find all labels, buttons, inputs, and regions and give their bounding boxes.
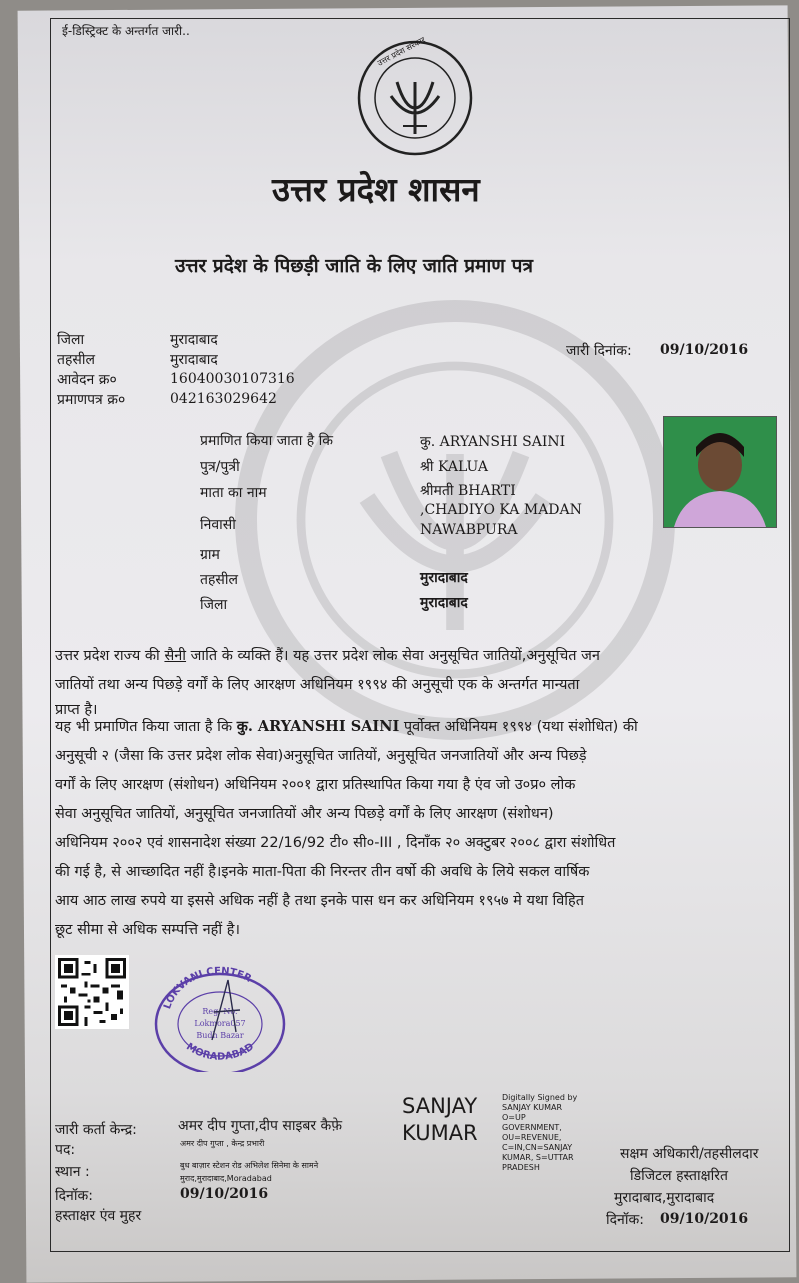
meta-label-application-no: आवेदन क्र० [57, 372, 117, 388]
meta-value-application-no: 16040030107316 [170, 371, 295, 387]
stamp-city-text: MORADABAD [184, 1041, 257, 1063]
applicant-photo [663, 416, 777, 528]
footer-date-value: 09/10/2016 [180, 1186, 269, 1202]
officer-date-label: दिनॉक: [606, 1212, 644, 1228]
stamp-top-text: LOKVANI CENTER [162, 965, 254, 1011]
issue-date-label: जारी दिनांक: [566, 343, 632, 359]
officer-digital-signed: डिजिटल हस्ताक्षरित [630, 1168, 728, 1184]
page-title: उत्तर प्रदेश शासन [272, 170, 480, 209]
place-line-1: बुध बाज़ार स्टेशन रोड अभिलेश सिनेमा के सामने [180, 1161, 319, 1170]
resident-line-2: NAWABPURA [420, 522, 518, 538]
paragraph-certification: यह भी प्रमाणित किया जाता है कि कु. ARYANSHI SAINI पूर्वोक्त अधिनियम १९९४ (यथा संशोधित) की अनुसूची २ (जैसा कि उत्तर प्रदेश लोक सेवा)अनुसूचित जातियों, अनुसूचित जनजातियों और अन्य पिछड़े वर्गों के लिए आरक्षण (संशोधन) अधिनियम २००१ द्वारा प्रतिस्थापित किया गया है एंव जो उ०प्र० लोक सेवा अनुसूचित जातियों, अनुसूचित जनजातियों और अन्य पिछड़े वर्गों के लिए आरक्षण (संशोधन) अधिनियम २००२ एवं शासनादेश संख्या 22/16/92 टी० सी०-III , दिनाँक २० अक्टुबर २००८ द्वारा संशोधित की गई है, से आच्छादित नहीं है।इनके माता-पिता की निरन्तर तीन वर्षो की अवधि के लिये सकल वार्षिक आय आठ लाख रुपये या इससे अधिक नहीं है तथा इनके पास धन कर अधिनियम १९५७ मे यथा विहित छूट सीमा से अधिक सम्पत्ति नहीं है। [55, 718, 638, 938]
meta-label-district: जिला [57, 332, 85, 348]
footer-date-label: दिनॉक: [55, 1188, 93, 1204]
resident-label: निवासी [200, 517, 236, 533]
page-subtitle: उत्तर प्रदेश के पिछड़ी जाति के लिए जाति प्रमाण पत्र [175, 255, 533, 277]
stamp-reg: Reg. No. [202, 1007, 238, 1016]
tehsil-value: मुरादाबाद [420, 570, 468, 586]
svg-text:MORADABAD [184, 1041, 256, 1062]
signature-seal-label: हस्ताक्षर एंव मुहर [55, 1208, 142, 1224]
up-government-emblem-icon [355, 38, 475, 158]
top-note: ई-डिस्ट्रिक्ट के अन्तर्गत जारी.. [62, 24, 190, 38]
issue-date-value: 09/10/2016 [660, 342, 749, 358]
district-label: जिला [200, 597, 228, 613]
post-label: पद: [55, 1142, 76, 1158]
issuing-center-value: अमर दीप गुप्ता,दीप साइबर कैफ़े [178, 1118, 343, 1134]
meta-value-district: मुरादाबाद [170, 332, 218, 348]
place-label: स्थान : [55, 1164, 90, 1180]
qr-code [55, 955, 129, 1029]
father-name: श्री KALUA [420, 459, 488, 475]
meta-value-certificate-no: 042163029642 [170, 391, 277, 407]
place-line-2: मुराद,मुरादाबाद,Moradabad [180, 1174, 272, 1183]
mother-label: माता का नाम [200, 485, 267, 501]
district-value: मुरादाबाद [420, 595, 468, 611]
mother-name: श्रीमती BHARTI [420, 483, 516, 499]
paragraph-caste: उत्तर प्रदेश राज्य की सैनी जाति के व्यक्ति हैं। यह उत्तर प्रदेश लोक सेवा अनुसूचित जातियों,अनुसूचित जन जातियों तथा अन्य पिछड़े वर्गों के लिए आरक्षण अधिनियम १९९४ की अनुसूची एक के अन्तर्गत मान्यता प्राप्त है। [55, 648, 600, 718]
resident-line-1: ,CHADIYO KA MADAN [420, 502, 582, 518]
applicant-name-inline: कु. ARYANSHI SAINI [236, 718, 400, 735]
certify-label: प्रमाणित किया जाता है कि [200, 433, 334, 449]
child-label: पुत्र/पुत्री [200, 459, 240, 475]
stamp-place: Budh Bazar [196, 1031, 244, 1040]
lokvani-center-stamp [150, 962, 290, 1072]
tehsil-label: तहसील [200, 572, 238, 588]
caste-name: सैनी [164, 648, 187, 664]
village-label: ग्राम [200, 547, 220, 563]
digital-sign-name-2: KUMAR [402, 1121, 478, 1145]
svg-text:LOKVANI CENTER [162, 966, 253, 1011]
meta-value-tehsil: मुरादाबाद [170, 352, 218, 368]
meta-label-tehsil: तहसील [57, 352, 95, 368]
digital-sign-details: Digitally Signed by SANJAY KUMAR O=UP GOVERNMENT, OU=REVENUE, C=IN,CN=SANJAY KUMAR, S=UTTAR PRADESH [502, 1093, 578, 1172]
stamp-code: Lokmora057 [194, 1019, 246, 1028]
emblem-text: उत्तर प्रदेश सरकार [375, 35, 427, 68]
post-value: अमर दीप गुप्ता , केन्द्र प्रभारी [180, 1139, 265, 1148]
officer-location: मुरादाबाद,मुरादाबाद [614, 1190, 715, 1206]
issuing-center-label: जारी कर्ता केन्द्र: [55, 1122, 137, 1138]
officer-title: सक्षम अधिकारी/तहसीलदार [620, 1146, 759, 1162]
applicant-name: कु. ARYANSHI SAINI [420, 434, 566, 450]
meta-label-certificate-no: प्रमाणपत्र क्र० [57, 392, 126, 408]
officer-date-value: 09/10/2016 [660, 1211, 749, 1227]
digital-sign-name-1: SANJAY [402, 1094, 478, 1118]
